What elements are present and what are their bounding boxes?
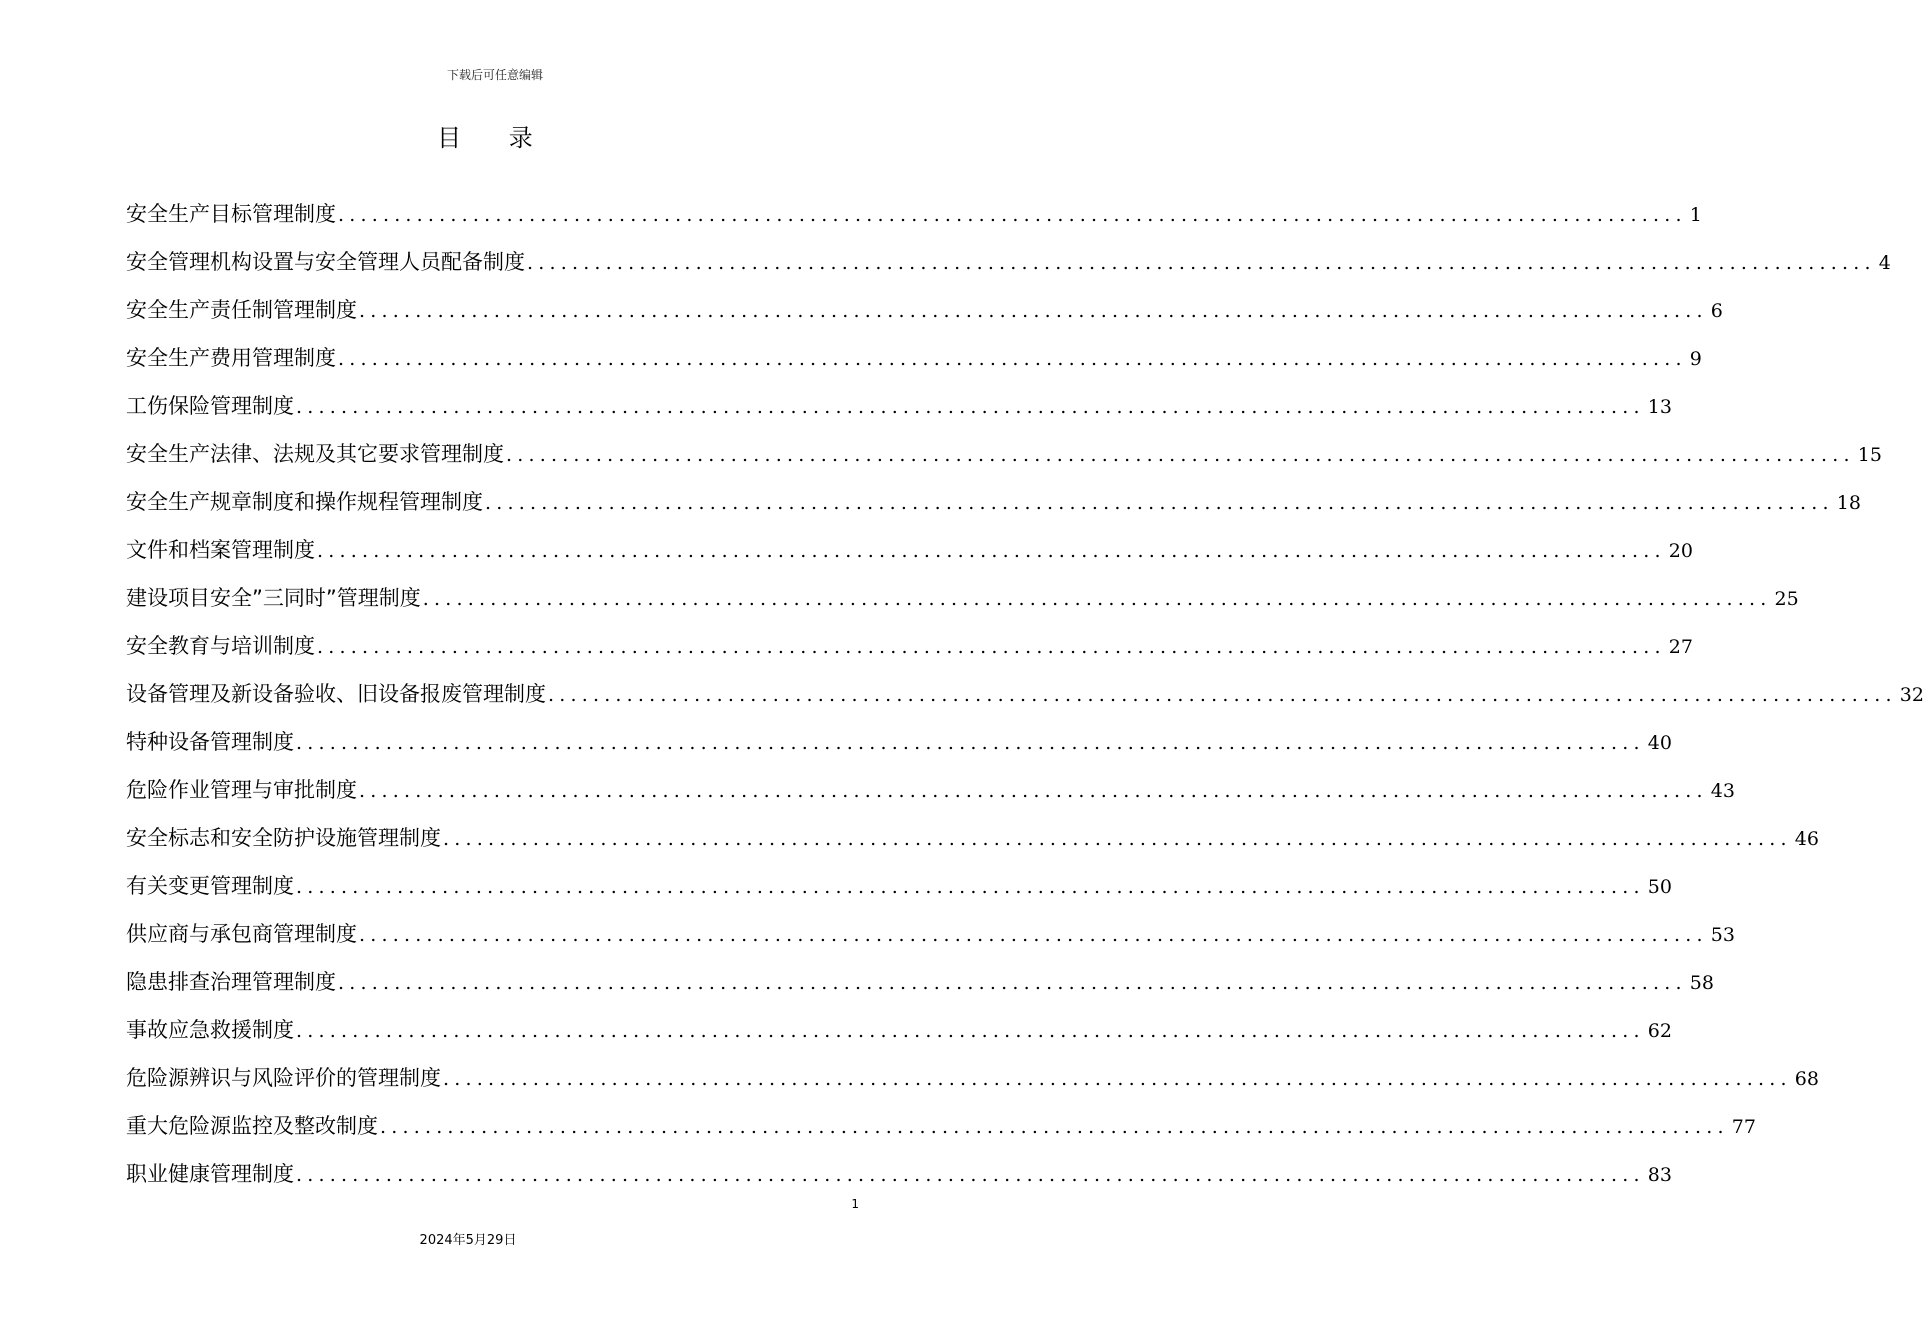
toc-entry-page: 62 <box>1647 1020 1672 1042</box>
toc-list <box>126 192 1924 1200</box>
toc-dot-leader: ........................................................................................................................ <box>296 1020 1645 1042</box>
toc-dot-leader: ........................................................................................................................ <box>296 732 1645 754</box>
toc-dot-leader: ........................................................................................................................ <box>338 972 1687 994</box>
toc-entry-label: 供应商与承包商管理制度 <box>126 922 357 946</box>
toc-entry-page: 58 <box>1689 972 1714 994</box>
toc-entry-label: 特种设备管理制度 <box>126 730 294 754</box>
toc-entry-page: 20 <box>1668 540 1693 562</box>
toc-dot-leader: ........................................................................................................................ <box>443 1068 1792 1090</box>
toc-entry[interactable] <box>126 528 1693 576</box>
toc-dot-leader: ........................................................................................................................ <box>380 1116 1729 1138</box>
toc-entry[interactable] <box>126 768 1735 816</box>
toc-entry-label: 职业健康管理制度 <box>126 1162 294 1186</box>
toc-entry[interactable] <box>126 1152 1672 1200</box>
toc-entry-label: 文件和档案管理制度 <box>126 538 315 562</box>
toc-entry-page: 9 <box>1689 348 1702 370</box>
toc-entry[interactable] <box>126 432 1882 480</box>
toc-entry-page: 15 <box>1857 444 1882 466</box>
toc-entry-label: 安全标志和安全防护设施管理制度 <box>126 826 441 850</box>
toc-entry-label: 安全管理机构设置与安全管理人员配备制度 <box>126 250 525 274</box>
toc-entry-label: 设备管理及新设备验收、旧设备报废管理制度 <box>126 682 546 706</box>
toc-entry-label: 危险作业管理与审批制度 <box>126 778 357 802</box>
toc-entry-label: 隐患排查治理管理制度 <box>126 970 336 994</box>
toc-entry-page: 83 <box>1647 1164 1672 1186</box>
toc-dot-leader: ........................................................................................................................ <box>317 636 1666 658</box>
toc-dot-leader: ........................................................................................................................ <box>506 444 1855 466</box>
toc-entry-label: 重大危险源监控及整改制度 <box>126 1114 378 1138</box>
toc-entry-page: 27 <box>1668 636 1693 658</box>
toc-dot-leader: ........................................................................................................................ <box>527 252 1876 274</box>
toc-entry[interactable] <box>126 1008 1672 1056</box>
toc-dot-leader: ........................................................................................................................ <box>338 204 1687 226</box>
toc-entry[interactable] <box>126 672 1924 720</box>
toc-entry-page: 43 <box>1710 780 1735 802</box>
toc-entry[interactable] <box>126 1056 1819 1104</box>
toc-dot-leader: ........................................................................................................................ <box>317 540 1666 562</box>
toc-entry-label: 安全教育与培训制度 <box>126 634 315 658</box>
toc-entry-page: 40 <box>1647 732 1672 754</box>
toc-entry-page: 1 <box>1689 204 1702 226</box>
toc-entry[interactable] <box>126 960 1714 1008</box>
toc-entry-page: 77 <box>1731 1116 1756 1138</box>
toc-entry[interactable] <box>126 384 1672 432</box>
toc-entry-label: 有关变更管理制度 <box>126 874 294 898</box>
toc-dot-leader: ........................................................................................................................ <box>422 588 1772 610</box>
toc-dot-leader: ........................................................................................................................ <box>338 348 1687 370</box>
toc-entry[interactable] <box>126 240 1891 288</box>
toc-dot-leader: ........................................................................................................................ <box>359 780 1708 802</box>
toc-entry[interactable] <box>126 912 1735 960</box>
toc-dot-leader: ........................................................................................................................ <box>485 492 1834 514</box>
toc-dot-leader: ........................................................................................................................ <box>359 924 1708 946</box>
toc-entry-page: 4 <box>1878 252 1891 274</box>
toc-entry-page: 32 <box>1899 684 1924 706</box>
toc-entry-page: 6 <box>1710 300 1723 322</box>
toc-entry-label: 工伤保险管理制度 <box>126 394 294 418</box>
toc-dot-leader: ........................................................................................................................ <box>548 684 1897 706</box>
footer-date: 2024年5月29日 <box>419 1233 517 1248</box>
toc-dot-leader: ........................................................................................................................ <box>296 396 1645 418</box>
toc-dot-leader: ........................................................................................................................ <box>296 1164 1645 1186</box>
toc-entry[interactable] <box>126 720 1672 768</box>
toc-dot-leader: ........................................................................................................................ <box>443 828 1792 850</box>
toc-entry-label: 安全生产费用管理制度 <box>126 346 336 370</box>
toc-entry-label: 建设项目安全”三同时”管理制度 <box>126 586 421 610</box>
toc-entry[interactable] <box>126 192 1702 240</box>
toc-entry[interactable] <box>126 480 1861 528</box>
toc-entry-page: 18 <box>1836 492 1861 514</box>
toc-entry[interactable] <box>126 816 1819 864</box>
page-number: 1 <box>851 1197 859 1211</box>
toc-entry-label: 事故应急救援制度 <box>126 1018 294 1042</box>
toc-entry-page: 53 <box>1710 924 1735 946</box>
toc-entry-page: 25 <box>1774 588 1799 610</box>
toc-entry-page: 68 <box>1794 1068 1819 1090</box>
toc-entry-label: 安全生产法律、法规及其它要求管理制度 <box>126 442 504 466</box>
toc-dot-leader: ........................................................................................................................ <box>359 300 1708 322</box>
toc-entry-label: 安全生产规章制度和操作规程管理制度 <box>126 490 483 514</box>
toc-title: 目 录 <box>437 124 553 152</box>
toc-entry[interactable] <box>126 1104 1756 1152</box>
toc-entry-page: 46 <box>1794 828 1819 850</box>
toc-entry[interactable] <box>126 624 1693 672</box>
toc-entry[interactable] <box>126 288 1723 336</box>
toc-entry-page: 13 <box>1647 396 1672 418</box>
toc-entry-label: 安全生产责任制管理制度 <box>126 298 357 322</box>
toc-entry-label: 危险源辨识与风险评价的管理制度 <box>126 1066 441 1090</box>
toc-entry-page: 50 <box>1647 876 1672 898</box>
toc-entry-label: 安全生产目标管理制度 <box>126 202 336 226</box>
toc-entry[interactable] <box>126 864 1672 912</box>
toc-entry[interactable] <box>126 576 1799 624</box>
toc-entry[interactable] <box>126 336 1702 384</box>
toc-dot-leader: ........................................................................................................................ <box>296 876 1645 898</box>
header-note: 下载后可任意编辑 <box>446 68 543 82</box>
